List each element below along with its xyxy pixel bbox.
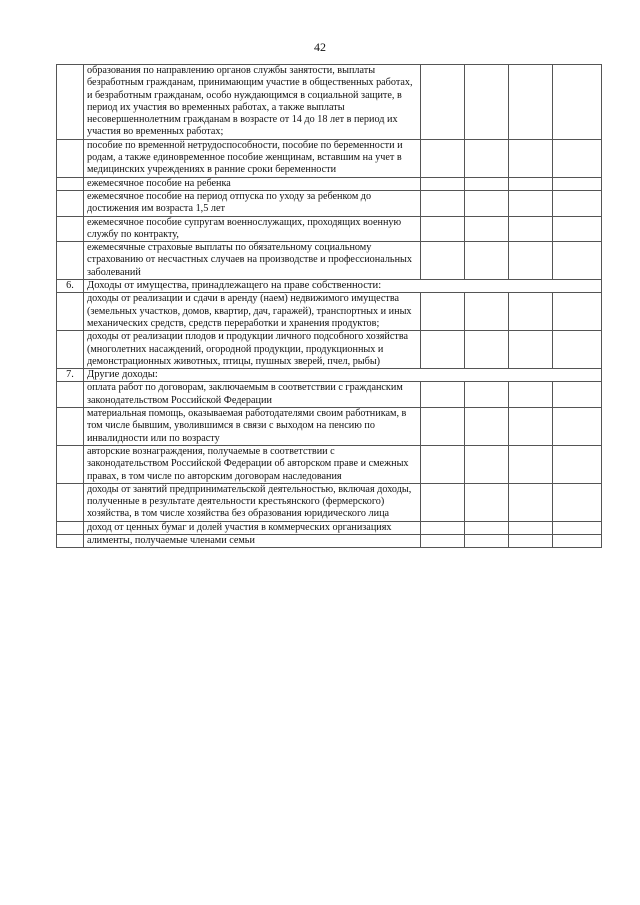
- value-cell[interactable]: [509, 382, 553, 408]
- value-cell[interactable]: [464, 483, 508, 521]
- value-cell[interactable]: [420, 216, 464, 242]
- value-cell[interactable]: [464, 216, 508, 242]
- value-cell[interactable]: [420, 139, 464, 177]
- table-row: [57, 521, 602, 534]
- value-cell[interactable]: [464, 177, 508, 190]
- value-cell[interactable]: [509, 65, 553, 140]
- income-type-text: доход от ценных бумаг и долей участия в коммерческих организациях: [83, 521, 420, 534]
- row-number: [57, 216, 84, 242]
- income-type-text: авторские вознаграждения, получаемые в соответствии с законодательством Российской Федерации об авторском праве и смежных правах, в том числе по авторским договорам наследования: [83, 445, 420, 483]
- row-number: [57, 177, 84, 190]
- value-cell[interactable]: [509, 139, 553, 177]
- table-row: [57, 534, 602, 547]
- value-cell[interactable]: [553, 483, 602, 521]
- value-cell[interactable]: [553, 408, 602, 446]
- row-number: [57, 521, 84, 534]
- value-cell[interactable]: [553, 521, 602, 534]
- value-cell[interactable]: [509, 445, 553, 483]
- value-cell[interactable]: [509, 293, 553, 331]
- value-cell[interactable]: [464, 242, 508, 280]
- row-number: 6.: [57, 280, 84, 293]
- value-cell[interactable]: [553, 139, 602, 177]
- row-number: [57, 445, 84, 483]
- value-cell[interactable]: [509, 408, 553, 446]
- value-cell[interactable]: [464, 408, 508, 446]
- section-row: [57, 369, 602, 382]
- table-row: [57, 445, 602, 483]
- page-number: 42: [314, 40, 326, 54]
- value-cell[interactable]: [420, 534, 464, 547]
- row-number: [57, 293, 84, 331]
- value-cell[interactable]: [464, 190, 508, 216]
- table-row: [57, 216, 602, 242]
- value-cell[interactable]: [464, 65, 508, 140]
- income-type-text: ежемесячное пособие на период отпуска по уходу за ребенком до достижения им возраста 1,5 лет: [83, 190, 420, 216]
- table-row: [57, 177, 602, 190]
- value-cell[interactable]: [420, 382, 464, 408]
- value-cell[interactable]: [420, 65, 464, 140]
- value-cell[interactable]: [420, 242, 464, 280]
- value-cell[interactable]: [420, 521, 464, 534]
- table-row: [57, 139, 602, 177]
- value-cell[interactable]: [509, 216, 553, 242]
- value-cell[interactable]: [464, 445, 508, 483]
- value-cell[interactable]: [509, 521, 553, 534]
- value-cell[interactable]: [553, 382, 602, 408]
- value-cell[interactable]: [553, 65, 602, 140]
- table-row: [57, 242, 602, 280]
- section-heading: Другие доходы:: [83, 369, 601, 382]
- value-cell[interactable]: [464, 293, 508, 331]
- income-type-text: алименты, получаемые членами семьи: [83, 534, 420, 547]
- value-cell[interactable]: [553, 331, 602, 369]
- section-row: [57, 280, 602, 293]
- table-row: [57, 293, 602, 331]
- section-heading: Доходы от имущества, принадлежащего на праве собственности:: [83, 280, 601, 293]
- value-cell[interactable]: [420, 483, 464, 521]
- value-cell[interactable]: [509, 331, 553, 369]
- row-number: [57, 242, 84, 280]
- income-table: [56, 64, 602, 548]
- row-number: [57, 331, 84, 369]
- value-cell[interactable]: [420, 177, 464, 190]
- income-table-body: [57, 65, 602, 548]
- income-type-text: оплата работ по договорам, заключаемым в соответствии с гражданским законодательством Российской Федерации: [83, 382, 420, 408]
- income-type-text: ежемесячное пособие супругам военнослужащих, проходящих военную службу по контракту,: [83, 216, 420, 242]
- value-cell[interactable]: [509, 177, 553, 190]
- income-type-text: ежемесячное пособие на ребенка: [83, 177, 420, 190]
- row-number: [57, 382, 84, 408]
- value-cell[interactable]: [509, 242, 553, 280]
- value-cell[interactable]: [509, 483, 553, 521]
- row-number: [57, 483, 84, 521]
- table-row: [57, 65, 602, 140]
- income-type-text: доходы от реализации и сдачи в аренду (наем) недвижимого имущества (земельных участков, домов, квартир, дач, гаражей), транспортных и иных механических средств, средств переработки и хранения продуктов;: [83, 293, 420, 331]
- value-cell[interactable]: [464, 139, 508, 177]
- value-cell[interactable]: [553, 177, 602, 190]
- value-cell[interactable]: [553, 216, 602, 242]
- value-cell[interactable]: [464, 534, 508, 547]
- value-cell[interactable]: [553, 293, 602, 331]
- value-cell[interactable]: [420, 190, 464, 216]
- value-cell[interactable]: [553, 190, 602, 216]
- table-row: [57, 408, 602, 446]
- value-cell[interactable]: [464, 331, 508, 369]
- income-type-text: материальная помощь, оказываемая работодателями своим работникам, в том числе бывшим, уволившимся в связи с выходом на пенсию по инвалидности или по возрасту: [83, 408, 420, 446]
- row-number: 7.: [57, 369, 84, 382]
- row-number: [57, 190, 84, 216]
- value-cell[interactable]: [464, 382, 508, 408]
- value-cell[interactable]: [553, 242, 602, 280]
- income-type-text: доходы от занятий предпринимательской деятельностью, включая доходы, полученные в результате деятельности крестьянского (фермерского) хозяйства, в том числе хозяйства без образования юридического лица: [83, 483, 420, 521]
- value-cell[interactable]: [553, 534, 602, 547]
- value-cell[interactable]: [420, 293, 464, 331]
- income-type-text: пособие по временной нетрудоспособности, пособие по беременности и родам, а также единовременное пособие женщинам, вставшим на учет в медицинских учреждениях в ранние сроки беременности: [83, 139, 420, 177]
- row-number: [57, 139, 84, 177]
- value-cell[interactable]: [464, 521, 508, 534]
- value-cell[interactable]: [509, 534, 553, 547]
- value-cell[interactable]: [553, 445, 602, 483]
- value-cell[interactable]: [420, 408, 464, 446]
- row-number: [57, 65, 84, 140]
- row-number: [57, 534, 84, 547]
- table-row: [57, 382, 602, 408]
- value-cell[interactable]: [420, 445, 464, 483]
- table-row: [57, 483, 602, 521]
- income-type-text: образования по направлению органов службы занятости, выплаты безработным гражданам, принимающим участие в общественных работах, и безработным гражданам, особо нуждающимся в социальной защите, в период их участия во временных работах, а также выплаты несовершеннолетним гражданам в возрасте от 14 до 18 лет в период их участия во временных работах;: [83, 65, 420, 140]
- table-row: [57, 331, 602, 369]
- table-row: [57, 190, 602, 216]
- value-cell[interactable]: [509, 190, 553, 216]
- income-type-text: ежемесячные страховые выплаты по обязательному социальному страхованию от несчастных случаев на производстве и профессиональных заболеваний: [83, 242, 420, 280]
- value-cell[interactable]: [420, 331, 464, 369]
- income-type-text: доходы от реализации плодов и продукции личного подсобного хозяйства (многолетних насаждений, огородной продукции, продукционных и демонстрационных животных, птицы, пушных зверей, пчел, рыбы): [83, 331, 420, 369]
- row-number: [57, 408, 84, 446]
